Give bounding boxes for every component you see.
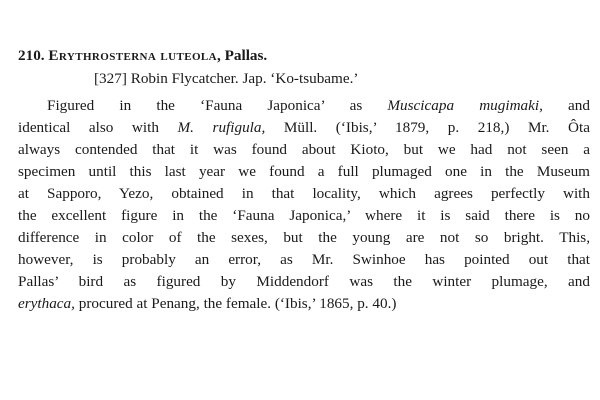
paragraph-line <box>47 97 590 115</box>
line-text: and <box>542 97 590 114</box>
entry-subheading: [327] Robin Flycatcher. Jap. ‘Ko-tsubame.’ <box>94 70 359 87</box>
line-text: Figured in the ‘Fauna Japonica’ as <box>47 97 388 114</box>
entry-heading <box>18 47 267 65</box>
line-text: identical also with <box>18 119 178 136</box>
line-italic-text: erythaca, <box>18 295 75 312</box>
line-italic-text: M. rufigula, <box>177 119 266 136</box>
species-authority: , Pallas. <box>217 47 268 64</box>
paragraph-line: at Sapporo, Yezo, obtained in that locality, which agrees perfectly with <box>18 185 590 202</box>
entry-number: 210. <box>18 47 45 64</box>
paragraph-line <box>18 295 590 313</box>
species-name: Erythrosterna luteola <box>48 47 218 64</box>
paragraph-line <box>18 119 590 137</box>
paragraph-line: the excellent figure in the ‘Fauna Japonica,’ where it is said there is no <box>18 207 590 224</box>
line-text: Müll. (‘Ibis,’ 1879, p. 218,) Mr. Ôta <box>265 119 590 136</box>
paragraph-line: however, is probably an error, as Mr. Swinhoe has pointed out that <box>18 251 590 268</box>
line-italic-text: Muscicapa mugimaki, <box>387 97 543 114</box>
paragraph-line: specimen until this last year we found a full plumaged one in the Museum <box>18 163 590 180</box>
paragraph-line: Pallas’ bird as figured by Middendorf was the winter plumage, and <box>18 273 590 290</box>
paragraph-line: difference in color of the sexes, but the young are not so bright. This, <box>18 229 590 246</box>
line-text: procured at Penang, the female. (‘Ibis,’ 1865, p. 40.) <box>74 295 397 312</box>
paragraph-line: always contended that it was found about Kioto, but we had not seen a <box>18 141 590 158</box>
